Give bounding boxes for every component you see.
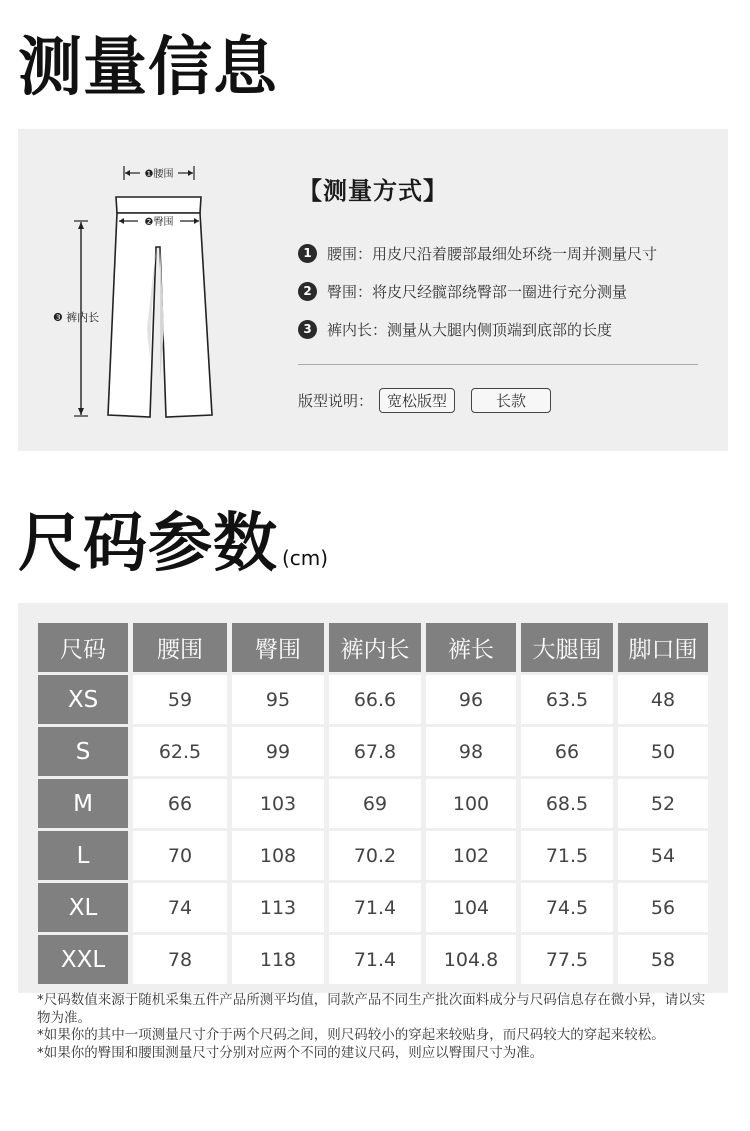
table-cell: 77.5	[521, 935, 613, 984]
table-header: 尺码	[38, 623, 128, 672]
pants-diagram	[18, 129, 278, 451]
table-cell: 66	[133, 779, 227, 828]
table-cell: 104	[426, 883, 516, 932]
footnote: *如果你的其中一项测量尺寸介于两个尺码之间，则尺码较小的穿起来较贴身，而尺码较大的穿起来较松。	[37, 1027, 665, 1043]
size-cell: M	[38, 779, 128, 828]
table-cell: 50	[618, 727, 708, 776]
number-badge-icon: 3	[298, 320, 317, 339]
table-cell: 66	[521, 727, 613, 776]
section-title-size	[18, 507, 329, 581]
table-header: 大腿围	[521, 623, 613, 672]
footnote: *尺码数值来源于随机采集五件产品所测平均值，同款产品不同生产批次面料成分与尺码信息存在微小异，请以实物为准。	[37, 992, 706, 1026]
footnote: *如果你的臀围和腰围测量尺寸分别对应两个不同的建议尺码，则应以臀围尺寸为准。	[37, 1044, 544, 1061]
table-cell: 98	[426, 727, 516, 776]
fit-tag-long: 长款	[471, 388, 551, 413]
size-title-text: 尺码参数	[18, 507, 278, 581]
size-table	[38, 623, 708, 984]
waist-label: ❶腰围	[144, 169, 174, 180]
measurement-method	[298, 171, 718, 413]
size-cell: XS	[38, 675, 128, 724]
size-cell: XXL	[38, 935, 128, 984]
size-table-panel	[18, 603, 728, 993]
method-item	[298, 272, 718, 310]
table-cell: 74	[133, 883, 227, 932]
hip-label: ❷臀围	[144, 217, 174, 228]
size-cell: S	[38, 727, 128, 776]
table-cell: 68.5	[521, 779, 613, 828]
table-cell: 102	[426, 831, 516, 880]
table-cell: 78	[133, 935, 227, 984]
table-cell: 71.4	[329, 935, 421, 984]
table-cell: 58	[618, 935, 708, 984]
method-list	[298, 234, 718, 348]
table-cell: 118	[232, 935, 324, 984]
method-item-text: 裤内长：测量从大腿内侧顶端到底部的长度	[327, 320, 613, 339]
pants-outline	[108, 197, 212, 417]
unit-label: (cm)	[282, 546, 329, 570]
table-header: 裤长	[426, 623, 516, 672]
method-item	[298, 310, 718, 348]
table-cell: 70	[133, 831, 227, 880]
method-title: 【测量方式】	[298, 177, 448, 205]
table-cell: 71.4	[329, 883, 421, 932]
table-cell: 70.2	[329, 831, 421, 880]
table-cell: 96	[426, 675, 516, 724]
table-cell: 48	[618, 675, 708, 724]
table-cell: 56	[618, 883, 708, 932]
section-title-measurement: 测量信息	[18, 31, 278, 105]
table-cell: 52	[618, 779, 708, 828]
table-cell: 104.8	[426, 935, 516, 984]
fit-description	[298, 388, 718, 413]
divider	[298, 364, 698, 365]
table-cell: 62.5	[133, 727, 227, 776]
table-header: 裤内长	[329, 623, 421, 672]
table-cell: 113	[232, 883, 324, 932]
table-cell: 59	[133, 675, 227, 724]
table-cell: 99	[232, 727, 324, 776]
table-cell: 67.8	[329, 727, 421, 776]
table-cell: 54	[618, 831, 708, 880]
table-cell: 69	[329, 779, 421, 828]
method-item	[298, 234, 718, 272]
table-cell: 66.6	[329, 675, 421, 724]
method-item-text: 臀围：将皮尺经髋部绕臀部一圈进行充分测量	[327, 282, 628, 301]
size-cell: XL	[38, 883, 128, 932]
inseam-label: ❸ 裤内长	[52, 311, 100, 324]
table-header: 臀围	[232, 623, 324, 672]
table-cell: 103	[232, 779, 324, 828]
table-cell: 95	[232, 675, 324, 724]
size-cell: L	[38, 831, 128, 880]
table-cell: 108	[232, 831, 324, 880]
number-badge-icon: 1	[298, 244, 317, 263]
method-item-text: 腰围：用皮尺沿着腰部最细处环绕一周并测量尺寸	[327, 244, 658, 263]
table-cell: 71.5	[521, 831, 613, 880]
table-header: 脚口围	[618, 623, 708, 672]
measurement-panel	[18, 129, 728, 451]
table-cell: 74.5	[521, 883, 613, 932]
number-badge-icon: 2	[298, 282, 317, 301]
table-cell: 100	[426, 779, 516, 828]
fit-label: 版型说明：	[298, 392, 374, 410]
footnotes	[37, 992, 717, 1062]
table-header: 腰围	[133, 623, 227, 672]
table-cell: 63.5	[521, 675, 613, 724]
fit-tag-loose: 宽松版型	[379, 388, 455, 413]
